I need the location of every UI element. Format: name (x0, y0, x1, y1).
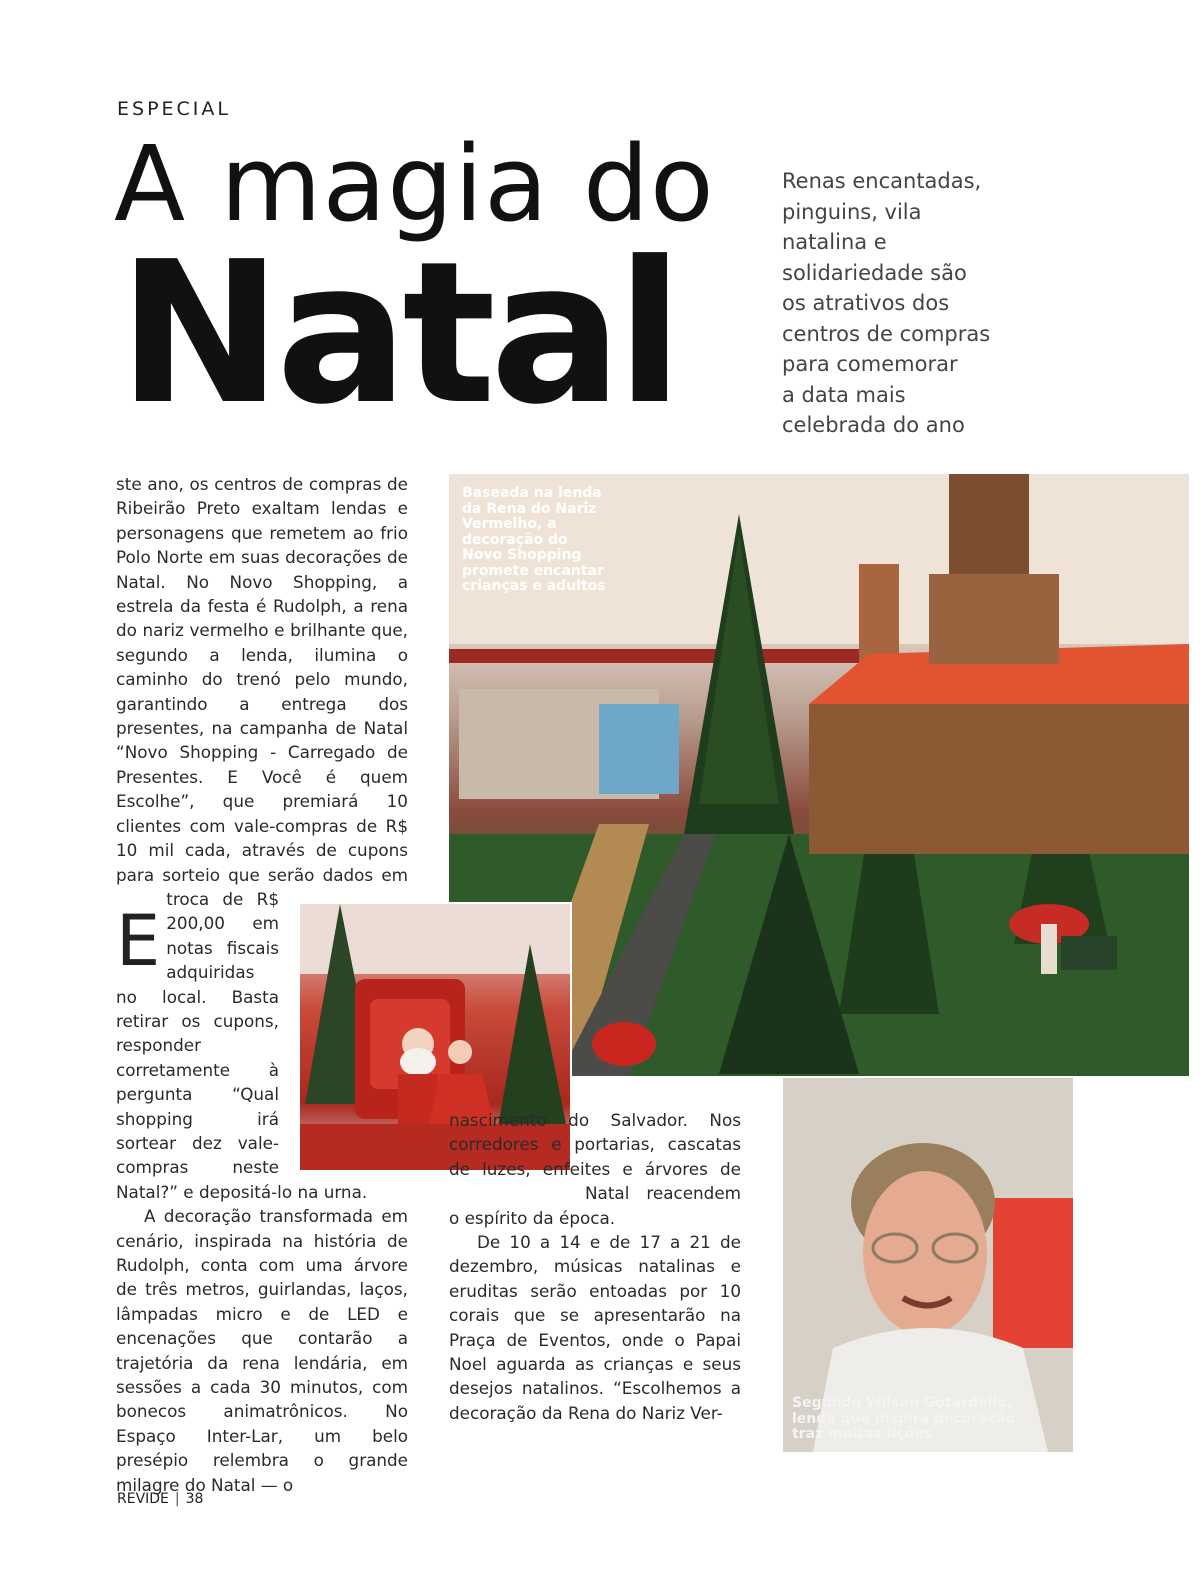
deck-line: para comemorar (782, 352, 958, 376)
deck-line: pinguins, vila (782, 199, 922, 224)
deck-line: natalina e (782, 230, 887, 254)
article-paragraph-3: De 10 a 14 e de 17 a 21 de dezembro, músicas natalinas e eruditas serão entoadas por 10 corais que se apresentarão na Praça de Eventos, onde o Papai Noel aguarda as crianças e seus desejos natalinos. “Escolhemos a decoração da Rena do Nariz Ver- (449, 1232, 741, 1423)
headline-line-1: A magia do (114, 123, 715, 245)
deck-line: solidariedade são (782, 260, 967, 285)
footer-separator: | (174, 1491, 180, 1507)
deck-subtitle (782, 166, 1022, 441)
article-column-2 (449, 1108, 741, 1425)
magazine-name: REVIDE (117, 1491, 169, 1507)
photo-caption-portrait: Segundo Wilson Gotardello, lenda que inspira decoração traz muitas lições (792, 1395, 1016, 1442)
paragraph-text: ste ano, os centros de compras de Ribeirão Preto exaltam lendas e personagens que remetem ao frio Polo Norte em suas decorações de Natal. No Novo Shopping, a estrela da festa é Rudolph, a rena do nariz vermelho e brilhante que, segundo a lenda, ilumina o caminho do trenó pelo mundo, garantindo a entrega dos presentes, na campanha de Natal “Novo Shopping - Carregado de Presentes. E Você é quem Escolhe”, que premiará 10 clientes com vale-compras de R$ 10 mil cada, através de cupons para sorteio que serão dados em troca de R$ 200,00 em notas fiscais adquiridas no local. Basta retirar os cupons, responder corretamente à pergunta “Qual shopping irá sortear dez vale-compras neste Natal?” e depositá-lo na urna. (116, 474, 408, 1202)
deck-line: centros de compras (782, 321, 991, 346)
headline-line-2: Natal (118, 220, 678, 448)
page-number: 38 (185, 1491, 204, 1507)
photo-wrap-spacer (279, 909, 408, 1175)
page-footer (117, 1491, 203, 1507)
deck-line: Renas encantadas, (782, 169, 982, 193)
article-column-1 (116, 472, 408, 1497)
photo-caption-main: Baseada na lenda da Rena do Nariz Vermelho, a decoração do Novo Shopping promete encantar crianças e adultos (462, 485, 606, 594)
section-label: ESPECIAL (117, 98, 231, 120)
drop-cap: E (116, 900, 161, 982)
article-paragraph-2-continued: nascimento do Salvador. Nos corredores e portarias, cascatas de luzes, enfeites e árvores de Natal reacendem o espírito da época. (449, 1110, 741, 1228)
deck-line: celebrada do ano (782, 413, 965, 437)
deck-line: a data mais (782, 382, 906, 407)
article-paragraph-2: A decoração transformada em cenário, inspirada na história de Rudolph, conta com uma árvore de três metros, guirlandas, laços, lâmpadas micro e de LED e encenações que contarão a trajetória da rena lendária, em sessões a cada 30 minutos, com bonecos animatrônicos. No Espaço Inter-Lar, um belo presépio relembra o grande milagre do Natal — o (116, 1206, 408, 1495)
deck-line: os atrativos dos (782, 291, 950, 315)
